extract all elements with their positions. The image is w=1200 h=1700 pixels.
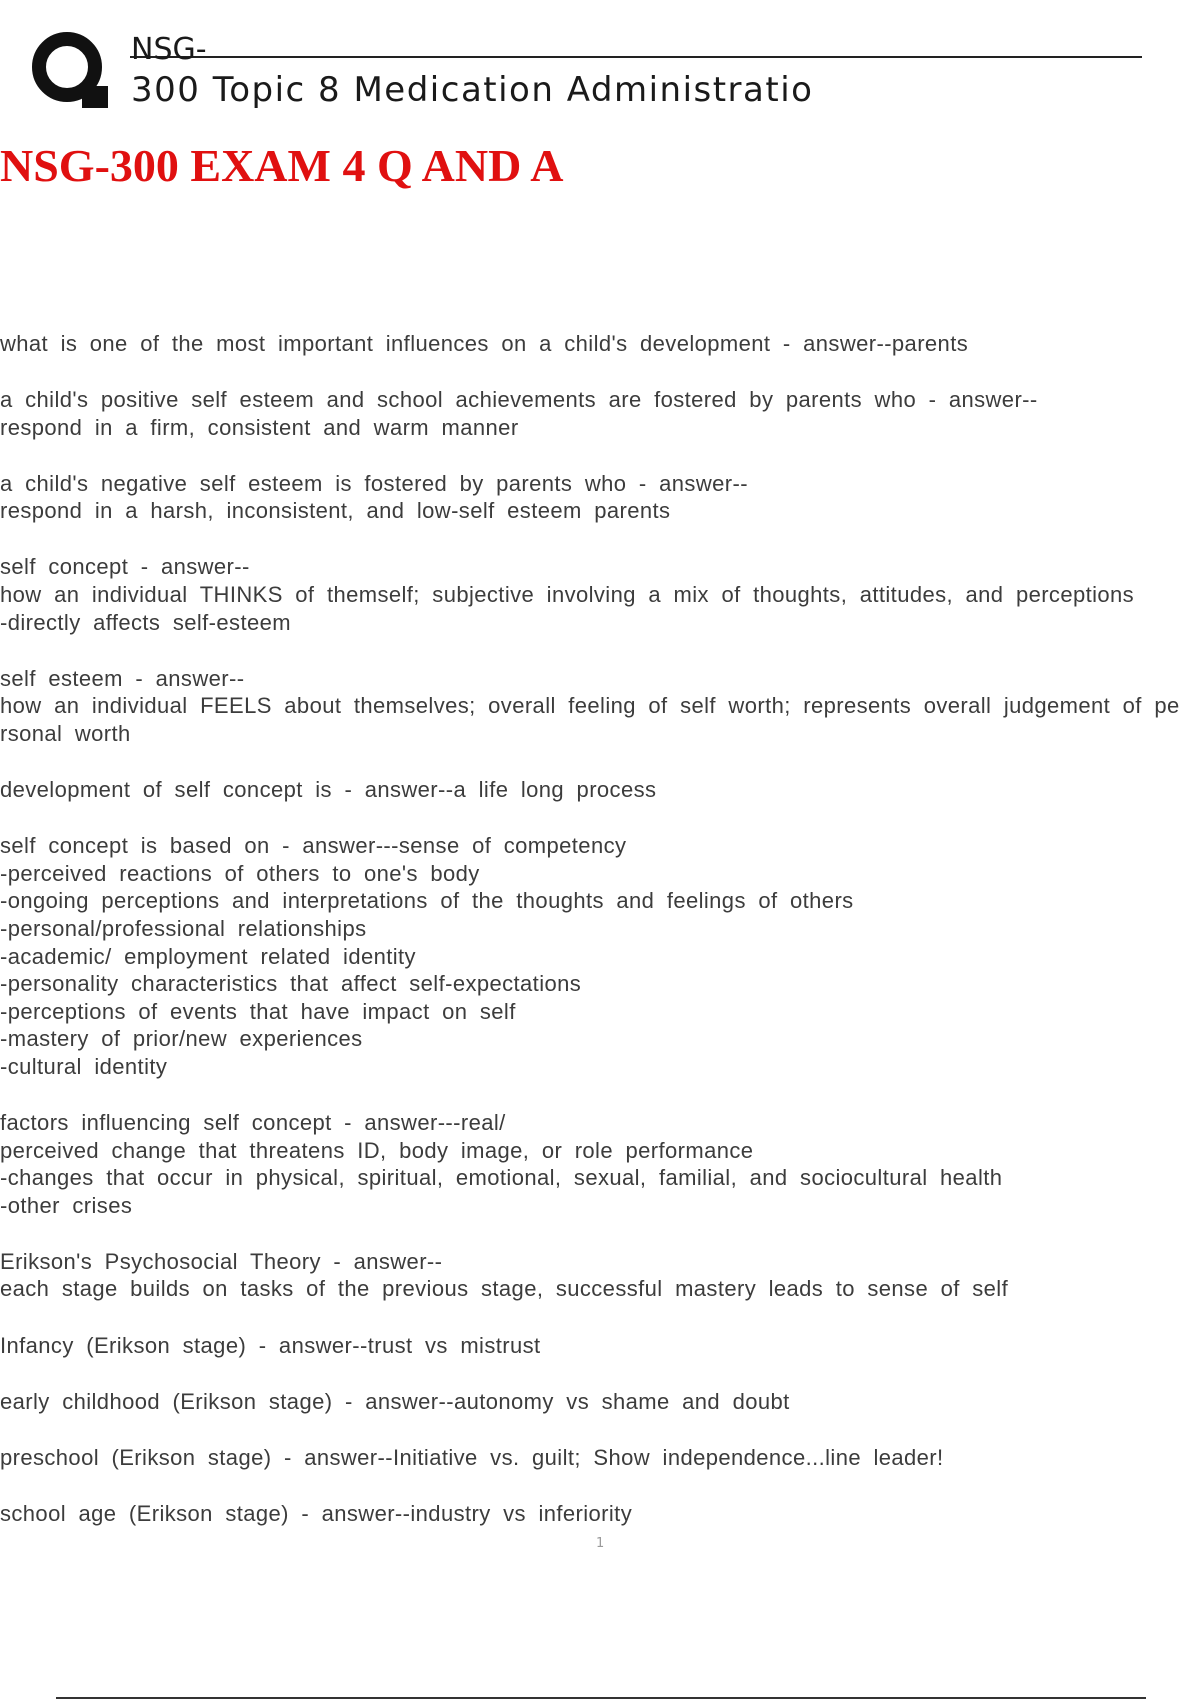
header-rule bbox=[130, 56, 1142, 58]
qa-text-line: a child's negative self esteem is fostered by parents who - answer-- bbox=[0, 470, 748, 496]
qa-text-line: Infancy (Erikson stage) - answer--trust vs mistrust bbox=[0, 1332, 541, 1358]
qa-text-line: development of self concept is - answer--a life long process bbox=[0, 777, 657, 803]
qa-text-line: -mastery of prior/new experiences bbox=[0, 1026, 363, 1052]
qa-item bbox=[0, 1444, 1195, 1472]
qa-text-line: -perceptions of events that have impact on self bbox=[0, 998, 516, 1024]
qa-text-line: respond in a harsh, inconsistent, and low-self esteem parents bbox=[0, 498, 671, 524]
qa-text-line: perceived change that threatens ID, body image, or role performance bbox=[0, 1137, 754, 1163]
document-title: NSG-300 EXAM 4 Q AND A bbox=[0, 140, 564, 191]
qa-text-line: school age (Erikson stage) - answer--industry vs inferiority bbox=[0, 1500, 633, 1526]
footer-rule bbox=[56, 1697, 1146, 1699]
qa-text-line: -academic/ employment related identity bbox=[0, 943, 416, 969]
qa-text-line: self esteem - answer-- bbox=[0, 665, 245, 691]
qa-text-line: factors influencing self concept - answer---real/ bbox=[0, 1109, 506, 1135]
qa-text-line: self concept - answer-- bbox=[0, 554, 250, 580]
qa-text-line: -personality characteristics that affect self-expectations bbox=[0, 971, 582, 997]
qa-item bbox=[0, 330, 1195, 358]
qa-item bbox=[0, 1388, 1195, 1416]
header-course-code: NSG- bbox=[131, 32, 207, 67]
qa-text-line: self concept is based on - answer---sense of competency bbox=[0, 833, 627, 859]
qa-item bbox=[0, 386, 1195, 441]
qa-text-line: a child's positive self esteem and school achievements are fostered by parents who - answer-- bbox=[0, 387, 1038, 413]
qa-text-line: each stage builds on tasks of the previous stage, successful mastery leads to sense of self bbox=[0, 1276, 1009, 1302]
qa-text-line: -ongoing perceptions and interpretations of the thoughts and feelings of others bbox=[0, 888, 854, 914]
qa-text-line: -personal/professional relationships bbox=[0, 915, 367, 941]
qa-text-line: -cultural identity bbox=[0, 1053, 168, 1079]
qa-text-line: respond in a firm, consistent and warm manner bbox=[0, 414, 519, 440]
qa-text-line: what is one of the most important influences on a child's development - answer--parents bbox=[0, 331, 969, 356]
qa-text-line: preschool (Erikson stage) - answer--Initiative vs. guilt; Show independence...line leader! bbox=[0, 1444, 944, 1470]
qa-item bbox=[0, 1109, 1195, 1219]
qa-text-line: rsonal worth bbox=[0, 720, 131, 746]
qa-text-line: Erikson's Psychosocial Theory - answer-- bbox=[0, 1248, 443, 1274]
qa-text-line: -other crises bbox=[0, 1192, 133, 1218]
qa-item bbox=[0, 1248, 1195, 1303]
page-number: 1 bbox=[596, 1536, 605, 1551]
qa-item bbox=[0, 553, 1195, 636]
qa-item bbox=[0, 1332, 1195, 1360]
qa-item bbox=[0, 832, 1195, 1080]
qa-text-line: -perceived reactions of others to one's body bbox=[0, 860, 480, 886]
document-header bbox=[0, 0, 1200, 120]
qa-text-line: -directly affects self-esteem bbox=[0, 609, 291, 635]
qa-text-line: how an individual THINKS of themself; subjective involving a mix of thoughts, attitudes, and perceptions bbox=[0, 582, 1135, 608]
qa-item bbox=[0, 776, 1195, 804]
qa-text-line: -changes that occur in physical, spiritual, emotional, sexual, familial, and sociocultural health bbox=[0, 1165, 1003, 1191]
qa-text-line: early childhood (Erikson stage) - answer--autonomy vs shame and doubt bbox=[0, 1388, 790, 1414]
qa-item bbox=[0, 665, 1195, 748]
header-topic-title: 300 Topic 8 Medication Administratio bbox=[131, 70, 814, 110]
q-logo-icon bbox=[30, 30, 110, 110]
qa-text-line: how an individual FEELS about themselves; overall feeling of self worth; represents overall judgement of pe bbox=[0, 693, 1180, 719]
qa-item bbox=[0, 470, 1195, 525]
qa-item bbox=[0, 1500, 1195, 1528]
qa-list bbox=[0, 330, 1195, 1556]
